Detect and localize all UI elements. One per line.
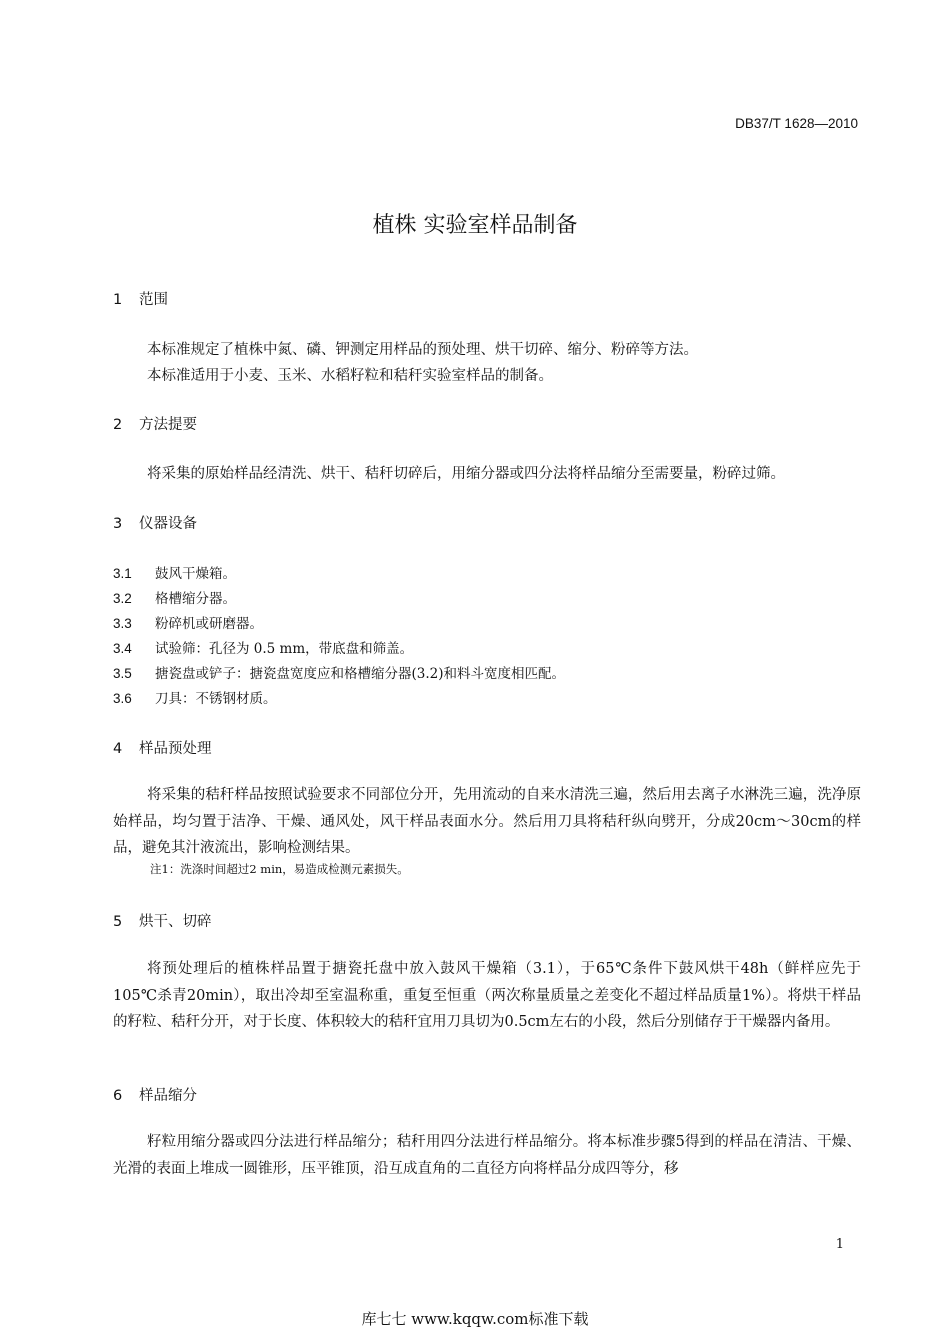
section-number: 5 [113, 914, 123, 930]
item-number: 3.6 [113, 691, 132, 706]
section-number: 3 [113, 516, 123, 532]
section-number: 4 [113, 741, 123, 757]
note: 注1：洗涤时间超过2 min，易造成检测元素损失。 [150, 862, 409, 876]
equipment-item [113, 562, 236, 582]
section-title: 样品预处理 [139, 741, 212, 757]
section-number: 2 [113, 417, 123, 433]
section-heading-1 [113, 288, 168, 309]
standard-code: DB37/T 1628—2010 [735, 116, 858, 131]
section-heading-4 [113, 737, 212, 758]
item-text: 粉碎机或研磨器。 [155, 616, 263, 632]
paragraph: 将采集的原始样品经清洗、烘干、秸秆切碎后，用缩分器或四分法将样品缩分至需要量，粉碎过筛。 [147, 466, 785, 482]
paragraph: 籽粒用缩分器或四分法进行样品缩分；秸秆用四分法进行样品缩分。将本标准步骤5得到的样品在清洁、干燥、光滑的表面上堆成一圆锥形，压平锥顶，沿互成直角的二直径方向将样品分成四等分，移 [113, 1134, 861, 1177]
item-number: 3.3 [113, 616, 132, 631]
item-text: 刀具：不锈钢材质。 [155, 691, 277, 707]
equipment-item [113, 587, 236, 607]
equipment-item [113, 662, 565, 682]
section-heading-3 [113, 512, 197, 533]
section-number: 6 [113, 1088, 123, 1104]
section-heading-2 [113, 413, 197, 434]
item-text: 搪瓷盘或铲子：搪瓷盘宽度应和格槽缩分器(3.2)和料斗宽度相匹配。 [155, 666, 566, 682]
equipment-item [113, 687, 277, 707]
item-number: 3.5 [113, 666, 132, 681]
equipment-item [113, 637, 413, 657]
paragraph: 本标准规定了植株中氮、磷、钾测定用样品的预处理、烘干切碎、缩分、粉碎等方法。 [147, 342, 698, 358]
section-title: 烘干、切碎 [139, 914, 212, 930]
equipment-item [113, 612, 263, 632]
document-title: 植株 实验室样品制备 [372, 213, 578, 238]
item-number: 3.4 [113, 641, 132, 656]
section-title: 范围 [139, 292, 168, 308]
item-text: 格槽缩分器。 [155, 591, 236, 607]
section-title: 样品缩分 [139, 1088, 197, 1104]
paragraph: 本标准适用于小麦、玉米、水稻籽粒和秸秆实验室样品的制备。 [147, 368, 553, 384]
section-heading-6 [113, 1084, 197, 1105]
page-number: 1 [835, 1237, 844, 1252]
item-text: 鼓风干燥箱。 [155, 566, 236, 582]
section-heading-5 [113, 910, 212, 931]
section-title: 方法提要 [139, 417, 197, 433]
item-number: 3.2 [113, 591, 132, 606]
paragraph: 将预处理后的植株样品置于搪瓷托盘中放入鼓风干燥箱（3.1），于65℃条件下鼓风烘干48h（鲜样应先于105℃杀青20min），取出冷却至室温称重，重复至恒重（两次称量质量之差变化不超过样品质量1%）。将烘干样品的籽粒、秸秆分开，对于长度、体积较大的秸秆宜用刀具切为0.5cm左右的小段，然后分别储存于干燥器内备用。 [113, 961, 861, 1030]
item-number: 3.1 [113, 566, 132, 581]
paragraph: 将采集的秸秆样品按照试验要求不同部位分开，先用流动的自来水清洗三遍，然后用去离子水淋洗三遍，洗净原始样品，均匀置于洁净、干燥、通风处，风干样品表面水分。然后用刀具将秸秆纵向劈开，分成20cm～30cm的样品，避免其汁液流出，影响检测结果。 [113, 787, 861, 856]
item-text: 试验筛：孔径为 0.5 mm，带底盘和筛盖。 [155, 641, 414, 657]
section-title: 仪器设备 [139, 516, 197, 532]
footer-watermark: 库七七 www.kqqw.com标准下载 [361, 1310, 589, 1328]
section-number: 1 [113, 292, 123, 308]
